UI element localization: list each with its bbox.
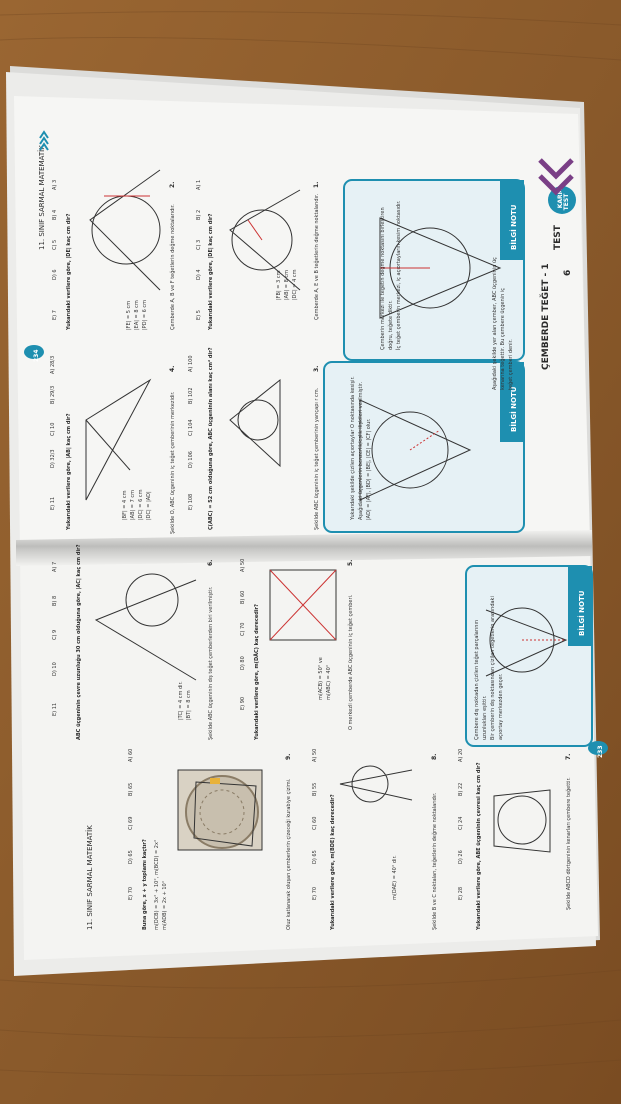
- section-title: ÇEMBERDE TEĞET - 1: [541, 263, 551, 370]
- q1-data-3: |FB| = 3 cm: [276, 270, 282, 300]
- q3-choice-d: D) 106: [188, 451, 194, 468]
- q4-choice-d: D) 32/3: [50, 449, 56, 468]
- q4-ask: Yukarıdaki verilere göre, |AB| kaç cm dir?: [66, 413, 72, 530]
- q6-choice-b: B) 8: [52, 595, 58, 606]
- q4-text: Şekilde O, ABC üçgeninin iç teğet çemberinin merkezidir.: [170, 391, 176, 534]
- q7-choice-c: C) 24: [458, 816, 464, 830]
- q4-data-1: |DC| = |AD|: [146, 491, 152, 520]
- q6-data-1: |BT| = 8 cm: [186, 690, 192, 720]
- q5-choice-e: E) 90: [240, 696, 246, 710]
- q9-data-1: m(ADB) = 2x + 10°: [162, 880, 168, 930]
- svg-text:234: 234: [33, 349, 40, 362]
- bottom-bilgi-notu-label: BİLGİ NOTU: [578, 590, 586, 636]
- q9-choice-c: C) 69: [128, 816, 134, 830]
- note1-line-3: teğet çemberi denir.: [508, 339, 514, 390]
- q1-text: Çemberde A, E ve B teğetlerin değme noktalarıdır.: [314, 193, 320, 320]
- q5-choice-a: A) 50: [240, 558, 246, 572]
- q5-data-1: m(ABC) = 40°: [326, 664, 332, 700]
- q1-data-2: |AB| = 8 cm: [284, 270, 290, 300]
- q1-number: 1.: [313, 181, 320, 188]
- q3-choice-a: A) 100: [188, 355, 194, 372]
- q9-text: Oluz katlanarak oluşan çemberlerin çizeceği kurabiye çizimi.: [286, 778, 292, 930]
- note3-line-1: Yukarıdaki şekilde çizilen açıortaylar O noktasında kesişir.: [350, 376, 356, 520]
- q5-number: 5.: [347, 559, 354, 566]
- top-page-header: [37, 145, 46, 250]
- q7-number: 7.: [565, 753, 572, 760]
- test-number: 6: [563, 269, 573, 276]
- q2-choice-e: E) 7: [52, 310, 58, 320]
- q1-ask: Yukarıdaki verilere göre, |DE| kaç cm dir?: [208, 213, 214, 330]
- q4-choice-c: C) 10: [50, 422, 56, 436]
- bilgi-notu-1-label: BİLGİ NOTU: [510, 204, 518, 250]
- q5-ask: Yukarıdaki verilere göre, m(DÂC) kaç derecedir?: [254, 604, 260, 740]
- q4-choice-e: E) 11: [50, 496, 56, 510]
- q6-choice-a: A) 7: [52, 561, 58, 572]
- note2-line-3: İç teğet çemberin merkezi, iç açıortayların kesim noktasıdır.: [396, 200, 402, 350]
- q3-text: Şekilde ABC üçgeninin iç teğet çemberinin yarıçapı r cm.: [314, 387, 320, 530]
- q5-choice-c: C) 70: [240, 622, 246, 636]
- q7-ask: Yukarıdaki verilere göre, ABE üçgeninin çevresi kaç cm dir?: [476, 762, 482, 930]
- q3-ask: Ç(ABC) = 52 cm olduğuna göre, ABC üçgeninin alanı kaç cm² dir?: [208, 347, 214, 530]
- q7-choice-b: B) 22: [458, 782, 464, 796]
- q6-text: Şekilde ABC üçgeninin dış teğet çemberlerden biri verilmiştir.: [208, 586, 214, 740]
- q3-choice-c: C) 104: [188, 419, 194, 436]
- q8-data-1: m(DAE) = 40° dir.: [392, 855, 398, 900]
- q6-choice-e: E) 11: [52, 702, 58, 716]
- q6-data-2: |TC| = 4 cm dir.: [178, 681, 184, 720]
- q2-choice-d: D) 6: [52, 269, 58, 280]
- note3-line-2: Aşağıdaki üçgenlerin benzerlik/eşlik ilişkileri verilmiştir.: [358, 381, 364, 520]
- q9-choice-b: B) 65: [128, 782, 134, 796]
- q1-choice-c: C) 3: [196, 239, 202, 250]
- bilgi-notu-2-label: BİLGİ NOTU: [510, 386, 518, 432]
- q2-data-2: |EA| = 8 cm: [134, 300, 140, 330]
- q9-ask: Buna göre, x + y toplamı kaçtır?: [142, 839, 148, 930]
- badge-line1: KARMA: [557, 183, 564, 209]
- bottom-page-header: [85, 825, 94, 930]
- q9-choice-e: E) 70: [128, 886, 134, 900]
- q5-text: O merkezli çemberde ABC üçgeninin iç teğet çemberi.: [348, 594, 354, 730]
- q8-choice-e: E) 70: [312, 886, 318, 900]
- q8-choice-a: A) 50: [312, 748, 318, 762]
- q6-choice-c: C) 9: [52, 629, 58, 640]
- q2-text: Çemberde A, B ve F teğetlerin değme noktalarıdır.: [170, 204, 176, 330]
- note3-line-3: |AD| = |AF|, |BD| = |BE|, |CE| = |CF| olur.: [366, 418, 372, 520]
- q7-choice-a: A) 20: [458, 748, 464, 762]
- note1-line-2: kenarına teğettir. Bu çembere üçgenin iç: [500, 287, 506, 390]
- note2-line-1: Çemberin merkezi ile teğetin değme noktasını birleştiren: [380, 207, 386, 350]
- bottom-note-line-1: Çembere dış noktadan çizilen teğet parçalarının: [474, 619, 480, 740]
- q3-number: 3.: [313, 365, 320, 372]
- q8-text: Şekilde B ve C noktaları, teğetlerin değme noktalarıdır.: [432, 792, 438, 930]
- q6-choice-d: D) 10: [52, 662, 58, 676]
- q9-data-2: m(DCB) = 3x° + 10°, m(BCD) = 2x°: [154, 839, 160, 930]
- q2-data-3: |FE| = 5 cm: [126, 300, 132, 330]
- bottom-note-line-2: uzunlukları eşittir.: [482, 695, 488, 740]
- q1-choice-b: B) 2: [196, 209, 202, 220]
- q9-choice-a: A) 60: [128, 748, 134, 762]
- q8-choice-b: B) 55: [312, 782, 318, 796]
- q1-choice-a: A) 1: [196, 179, 202, 190]
- q5-choice-d: D) 80: [240, 656, 246, 670]
- note2-line-2: doğru, teğete diktir.: [388, 300, 394, 350]
- q1-choice-e: E) 5: [196, 310, 202, 320]
- q8-choice-d: D) 65: [312, 850, 318, 864]
- q9-number: 9.: [285, 753, 292, 760]
- q4-data-3: |AB| = 7 cm: [130, 490, 136, 520]
- badge-line2: TEST: [563, 193, 570, 211]
- q2-number: 2.: [169, 181, 176, 188]
- q6-number: 6.: [207, 559, 214, 566]
- q1-data-1: |DC| = 4 cm: [292, 269, 298, 300]
- bottom-note-line-3: Bir çemberin dış noktasından çizilen teğetlerin arasındaki: [490, 596, 496, 740]
- q7-choice-d: D) 26: [458, 850, 464, 864]
- q8-number: 8.: [431, 753, 438, 760]
- note1-line-1: Aşağıdaki şekilde yer alan çember, ABC üçgeninin üç: [492, 257, 498, 390]
- test-label: TEST: [553, 225, 563, 250]
- q4-choice-b: B) 29/3: [50, 385, 56, 404]
- svg-text:233: 233: [597, 745, 604, 758]
- q8-ask: Yukarıdaki verilere göre, m(BDE) kaç derecedir?: [330, 794, 336, 930]
- q9-choice-d: D) 65: [128, 850, 134, 864]
- q3-choice-e: E) 108: [188, 493, 194, 510]
- q2-data-1: |PD| = 6 cm: [142, 300, 148, 330]
- q7-choice-e: E) 28: [458, 886, 464, 900]
- bottom-header-text: 11. SINIF SARMAL MATEMATİK: [86, 825, 94, 930]
- q2-choice-b: B) 4: [52, 209, 58, 220]
- q1-choice-d: D) 4: [196, 269, 202, 280]
- bottom-note-line-4: açıortay merkezden geçer.: [498, 673, 504, 740]
- q8-choice-c: C) 60: [312, 816, 318, 830]
- q5-data-2: m(ACB) = 50° ve: [318, 657, 324, 700]
- q4-choice-a: A) 28/3: [50, 355, 56, 374]
- q4-data-2: |DC| = 6 cm: [138, 489, 144, 520]
- q6-ask: ABC üçgeninin çevre uzunluğu 30 cm olduğuna göre, |AC| kaç cm dir?: [76, 544, 82, 740]
- q3-choice-b: B) 102: [188, 387, 194, 404]
- q4-data-4: |BF| = 4 cm: [122, 490, 128, 520]
- header-text: 11. SINIF SARMAL MATEMATİK: [38, 145, 46, 250]
- q5-choice-b: B) 60: [240, 590, 246, 604]
- q2-choice-a: A) 3: [52, 179, 58, 190]
- q7-text: Şekilde ABCD dörtgeninin kenarları çembere teğettir.: [566, 777, 572, 910]
- q2-choice-c: C) 5: [52, 239, 58, 250]
- q4-number: 4.: [169, 365, 176, 372]
- q2-ask: Yukarıdaki verilere göre, |DE| kaç cm dir?: [66, 213, 72, 330]
